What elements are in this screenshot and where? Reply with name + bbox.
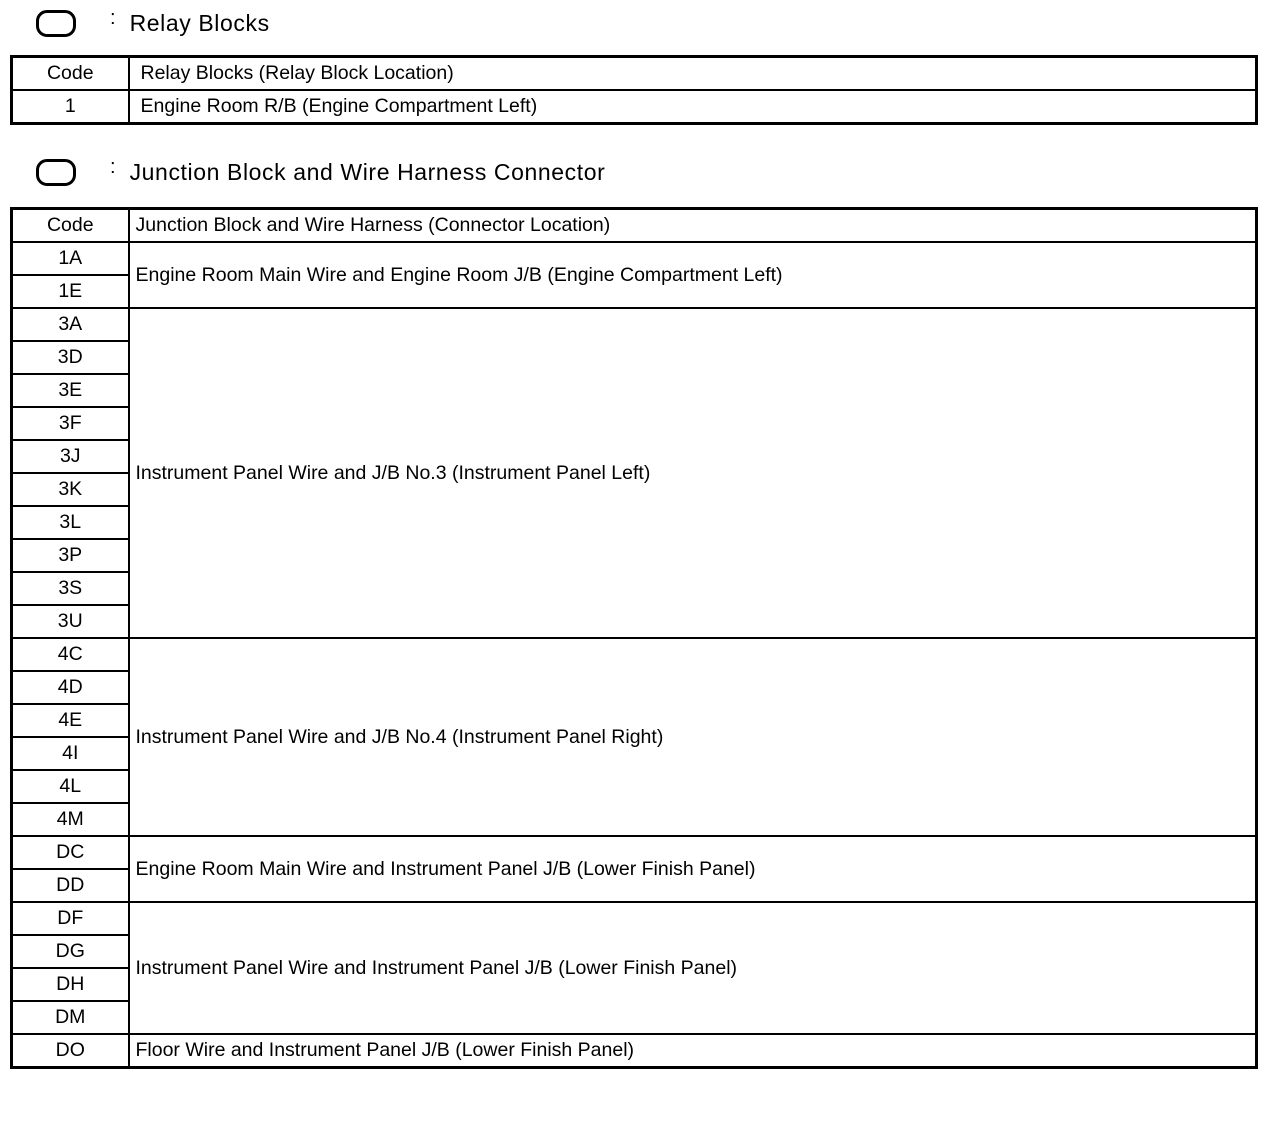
code-cell: 4E — [12, 704, 129, 737]
junction-block-table — [10, 207, 1258, 1069]
relay-block-symbol-icon — [36, 10, 76, 37]
location-description-cell: Floor Wire and Instrument Panel J/B (Lower Finish Panel) — [129, 1034, 1257, 1068]
relay-blocks-table — [10, 55, 1258, 125]
table-row — [12, 308, 1257, 341]
table-row — [12, 1034, 1257, 1068]
code-cell: 4I — [12, 737, 129, 770]
code-cell: 1E — [12, 275, 129, 308]
code-cell: 3J — [12, 440, 129, 473]
location-description-cell: Instrument Panel Wire and J/B No.3 (Instrument Panel Left) — [129, 308, 1257, 638]
location-description-cell: Engine Room Main Wire and Engine Room J/B (Engine Compartment Left) — [129, 242, 1257, 308]
relay-heading-colon: : — [110, 6, 116, 29]
relay-blocks-heading — [36, 6, 270, 40]
table-row — [12, 902, 1257, 935]
junction-heading-colon: : — [110, 155, 116, 178]
location-description-cell: Instrument Panel Wire and Instrument Panel J/B (Lower Finish Panel) — [129, 902, 1257, 1034]
header-connector-location: Junction Block and Wire Harness (Connector Location) — [129, 209, 1257, 243]
code-cell: 3E — [12, 374, 129, 407]
junction-block-heading — [36, 155, 605, 189]
code-cell: DC — [12, 836, 129, 869]
code-cell: 4L — [12, 770, 129, 803]
code-cell: 3D — [12, 341, 129, 374]
code-cell: 3U — [12, 605, 129, 638]
table-row — [12, 836, 1257, 869]
code-cell: DH — [12, 968, 129, 1001]
code-cell: 3K — [12, 473, 129, 506]
code-cell: 3A — [12, 308, 129, 341]
code-cell: 3S — [12, 572, 129, 605]
code-cell: 3P — [12, 539, 129, 572]
relay-description-cell: Engine Room R/B (Engine Compartment Left) — [129, 90, 1257, 124]
code-cell: DD — [12, 869, 129, 902]
code-cell: 4M — [12, 803, 129, 836]
code-cell: DF — [12, 902, 129, 935]
location-description-cell: Instrument Panel Wire and J/B No.4 (Instrument Panel Right) — [129, 638, 1257, 836]
header-code: Code — [12, 57, 129, 91]
header-relay-location: Relay Blocks (Relay Block Location) — [129, 57, 1257, 91]
code-cell: DG — [12, 935, 129, 968]
table-header-row — [12, 57, 1257, 91]
code-cell: DO — [12, 1034, 129, 1068]
table-row — [12, 638, 1257, 671]
code-cell: 1A — [12, 242, 129, 275]
junction-heading-title: Junction Block and Wire Harness Connector — [129, 158, 606, 185]
code-cell: 3F — [12, 407, 129, 440]
table-row — [12, 90, 1257, 124]
location-description-cell: Engine Room Main Wire and Instrument Panel J/B (Lower Finish Panel) — [129, 836, 1257, 902]
code-cell: DM — [12, 1001, 129, 1034]
table-header-row — [12, 209, 1257, 243]
junction-block-symbol-icon — [36, 159, 76, 186]
relay-heading-title: Relay Blocks — [129, 9, 270, 36]
relay-code-cell: 1 — [12, 90, 129, 124]
code-cell: 4C — [12, 638, 129, 671]
table-row — [12, 242, 1257, 275]
header-code: Code — [12, 209, 129, 243]
code-cell: 3L — [12, 506, 129, 539]
code-cell: 4D — [12, 671, 129, 704]
